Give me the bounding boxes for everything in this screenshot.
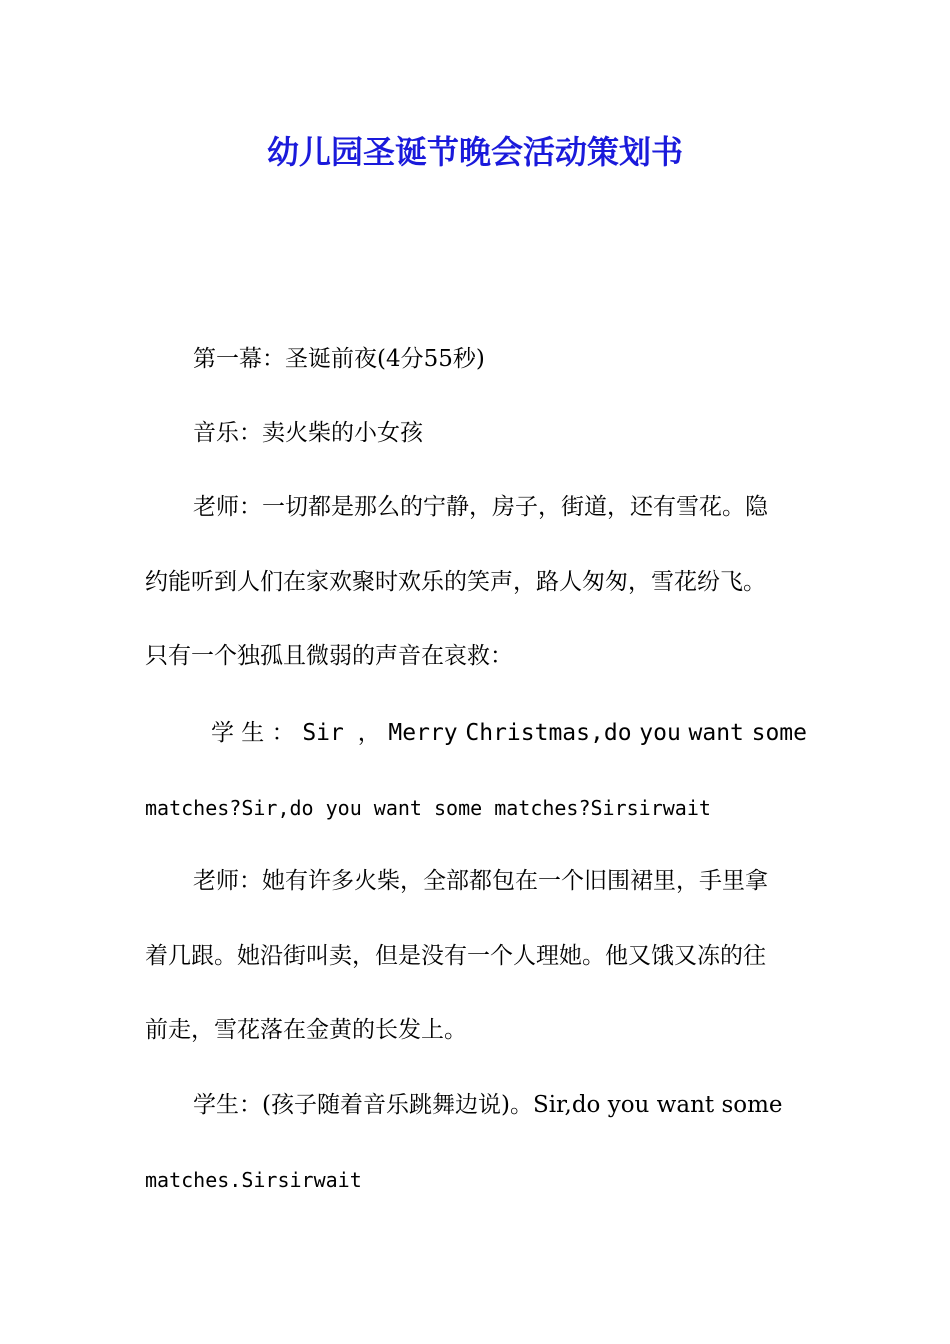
teacher-2-line-2-text: 着几跟。她沿街叫卖，但是没有一个人理她。他又饿又冻的往: [145, 942, 766, 969]
student-2-line-2: [145, 1143, 807, 1218]
student-1-word-2: Merry: [388, 720, 458, 746]
teacher-1-line-3: [145, 619, 807, 694]
teacher-2-line-1: [145, 844, 807, 919]
student-1-line-2: [145, 771, 807, 846]
teacher-paragraph-1: [145, 470, 807, 694]
teacher-paragraph-2: [145, 844, 807, 1068]
student-2-line-1: [145, 1068, 807, 1143]
teacher-2-line-3: [145, 993, 807, 1068]
student-1-line-2-text: matches?Sir,do you want some matches?Sirsirwait: [145, 795, 711, 820]
student-paragraph-2: [145, 1068, 807, 1217]
teacher-1-line-3-text: 只有一个独孤且微弱的声音在哀救：: [145, 643, 513, 669]
student-1-word-4: you: [639, 720, 681, 746]
student-2-line-1-text: 学生：(孩子随着音乐跳舞边说)。Sir,do you want some: [193, 1092, 783, 1118]
student-1-speaker: 学 生 ：: [211, 720, 295, 746]
teacher-1-line-2: [145, 545, 807, 620]
student-1-word-5: want: [688, 720, 744, 746]
act-one-text: 第一幕：圣诞前夜(4分55秒): [193, 346, 485, 372]
student-1-word-3: Christmas,do: [465, 720, 632, 746]
teacher-1-line-1: [145, 470, 807, 545]
student-2-line-2-text: matches.Sirsirwait: [145, 1167, 362, 1192]
student-1-word-1: Sir ，: [302, 720, 381, 746]
teacher-2-line-2: [145, 919, 807, 994]
student-1-word-6: some: [751, 720, 807, 746]
teacher-2-line-1-text: 老师：她有许多火柴，全部都包在一个旧围裙里，手里拿: [193, 868, 768, 894]
document-title: 幼儿园圣诞节晚会活动策划书: [266, 133, 683, 171]
teacher-1-line-1-text: 老师：一切都是那么的宁静，房子，街道，还有雪花。隐: [193, 494, 768, 520]
act-one-heading: [193, 322, 485, 397]
student-1-line-1: [145, 696, 807, 771]
student-paragraph-1: [145, 696, 807, 845]
music-line: [193, 396, 423, 471]
teacher-2-line-3-text: 前走，雪花落在金黄的长发上。: [145, 1017, 467, 1043]
teacher-1-line-2-text: 约能听到人们在家欢聚时欢乐的笑声，路人匆匆，雪花纷飞。: [145, 568, 766, 595]
music-text: 音乐：卖火柴的小女孩: [193, 420, 423, 446]
